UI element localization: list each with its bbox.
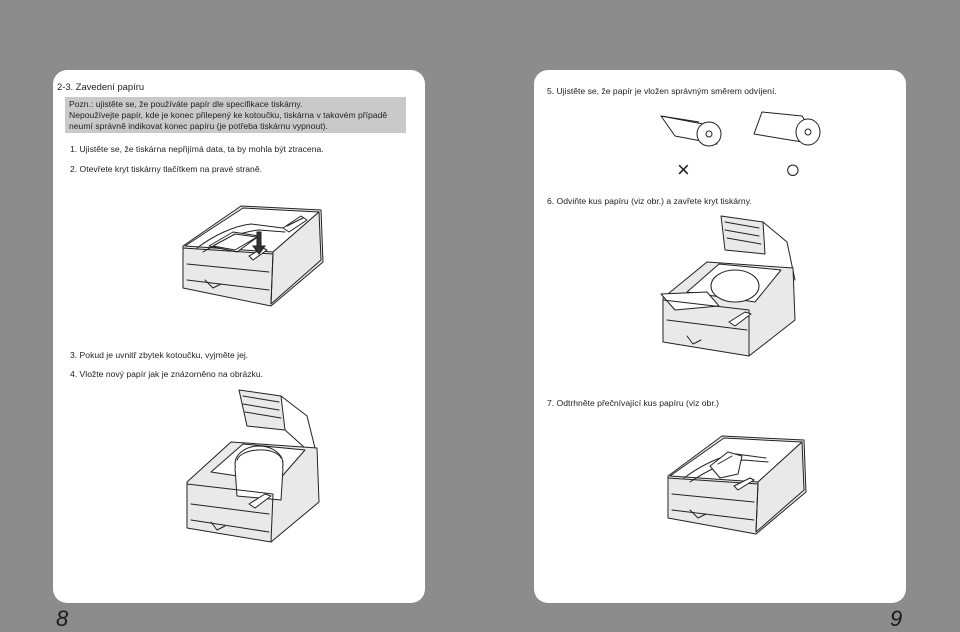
right-page xyxy=(534,70,906,603)
step-6-text: 6. Odviňte kus papíru (viz obr.) a zavřete kryt tiskárny. xyxy=(547,196,752,206)
page-number-left: 8 xyxy=(56,606,69,631)
note-box xyxy=(65,97,406,133)
note-line-2: Nepoužívejte papír, kde je konec přilepený ke kotoučku, tiskárna v takovém případě xyxy=(69,110,388,121)
step-7-text: 7. Odtrhněte přečnívající kus papíru (viz obr.) xyxy=(547,398,719,408)
wrong-mark: × xyxy=(677,157,690,182)
note-line-1: Pozn.: ujistěte se, že používáte papír dle specifikace tiskárny. xyxy=(69,99,303,109)
roll-correct-direction-illustration xyxy=(752,108,824,150)
printer-paper-pulled-illustration xyxy=(659,210,809,358)
section-title: 2-3. Zavedení papíru xyxy=(57,81,145,92)
roll-wrong-direction-illustration xyxy=(659,110,729,150)
left-page xyxy=(53,70,425,603)
page-number-right: 9 xyxy=(890,606,903,631)
step-3-text: 3. Pokud je uvnitř zbytek kotoučku, vyjměte jej. xyxy=(70,350,249,360)
step-1-text: 1. Ujistěte se, že tiskárna nepřijímá data, ta by mohla být ztracena. xyxy=(70,144,324,154)
printer-tear-paper-illustration xyxy=(662,418,812,548)
note-line-3: neumí správně indikovat konec papíru (je potřeba tiskárnu vypnout). xyxy=(69,121,328,132)
step-4-text: 4. Vložte nový papír jak je znázorněno na obrázku. xyxy=(70,369,263,379)
step-2-text: 2. Otevřete kryt tiskárny tlačítkem na pravé straně. xyxy=(70,164,262,174)
printer-open-with-roll-illustration xyxy=(181,386,341,546)
printer-closed-illustration xyxy=(173,184,333,324)
step-5-text: 5. Ujistěte se, že papír je vložen správným směrem odvíjení. xyxy=(547,86,777,96)
correct-mark: ○ xyxy=(785,154,801,184)
